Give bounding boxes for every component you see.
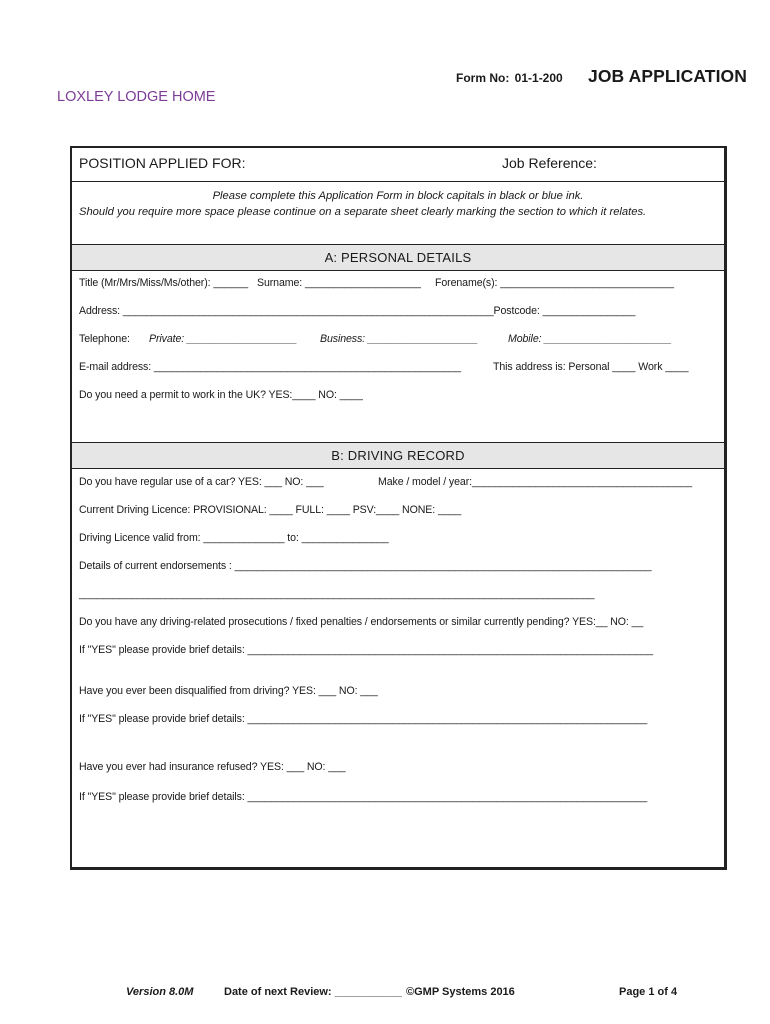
instruction-line-2: Should you require more space please continue on a separate sheet clearly marking the section to which it relates. bbox=[79, 206, 647, 218]
prosecutions-field[interactable]: Do you have any driving-related prosecutions / fixed penalties / endorsements or similar currently pending? YES:__ NO: __ bbox=[79, 616, 644, 628]
form-number bbox=[456, 71, 563, 85]
endorsements-field[interactable]: Details of current endorsements : ________________________________________________________________________ bbox=[79, 560, 652, 572]
address-field[interactable]: Address: ________________________________________________________________Postcode: ________________ bbox=[79, 305, 636, 317]
disqualified-details-field[interactable]: If "YES" please provide brief details: _____________________________________________________________________ bbox=[79, 713, 648, 725]
section-a-heading: A: PERSONAL DETAILS bbox=[72, 244, 724, 271]
section-b-heading: B: DRIVING RECORD bbox=[72, 442, 724, 469]
application-form-frame bbox=[70, 146, 727, 870]
licence-valid-field[interactable]: Driving Licence valid from: ______________ to: _______________ bbox=[79, 532, 389, 544]
endorsements-line-2[interactable]: _________________________________________________________________________________________ bbox=[79, 588, 595, 600]
work-permit-field[interactable]: Do you need a permit to work in the UK? YES:____ NO: ____ bbox=[79, 389, 363, 401]
email-field[interactable]: E-mail address: _____________________________________________________ bbox=[79, 361, 461, 373]
car-use-field[interactable]: Do you have regular use of a car? YES: ___ NO: ___ bbox=[79, 476, 324, 488]
car-make-field[interactable]: Make / model / year:______________________________________ bbox=[378, 476, 693, 488]
form-number-label: Form No: bbox=[456, 71, 510, 85]
position-applied-field[interactable]: POSITION APPLIED FOR: bbox=[79, 155, 246, 171]
form-number-value: 01-1-200 bbox=[514, 71, 563, 85]
page-number: Page 1 of 4 bbox=[619, 986, 678, 998]
forename-field[interactable]: Forename(s): ______________________________ bbox=[435, 277, 674, 289]
copyright-label: ©GMP Systems 2016 bbox=[406, 986, 515, 998]
telephone-label: Telephone: bbox=[79, 333, 130, 345]
version-label: Version 8.0M bbox=[126, 986, 194, 998]
mobile-phone-field[interactable]: Mobile: ______________________ bbox=[508, 333, 672, 345]
organisation-name: LOXLEY LODGE HOME bbox=[57, 89, 216, 105]
private-phone-field[interactable]: Private: ___________________ bbox=[149, 333, 298, 345]
prosecutions-details-field[interactable]: If "YES" please provide brief details: ______________________________________________________________________ bbox=[79, 644, 653, 656]
divider bbox=[72, 181, 724, 182]
insurance-refused-field[interactable]: Have you ever had insurance refused? YES: ___ NO: ___ bbox=[79, 761, 346, 773]
disqualified-field[interactable]: Have you ever been disqualified from driving? YES: ___ NO: ___ bbox=[79, 685, 378, 697]
insurance-details-field[interactable]: If "YES" please provide brief details: _____________________________________________________________________ bbox=[79, 791, 648, 803]
instruction-line-1: Please complete this Application Form in block capitals in black or blue ink. bbox=[212, 190, 584, 202]
title-field[interactable]: Title (Mr/Mrs/Miss/Ms/other): ______ bbox=[79, 277, 249, 289]
business-phone-field[interactable]: Business: ___________________ bbox=[320, 333, 478, 345]
job-reference-field[interactable]: Job Reference: bbox=[502, 155, 597, 171]
licence-type-field[interactable]: Current Driving Licence: PROVISIONAL: ____ FULL: ____ PSV:____ NONE: ____ bbox=[79, 504, 462, 516]
surname-field[interactable]: Surname: ____________________ bbox=[257, 277, 421, 289]
address-type-field[interactable]: This address is: Personal ____ Work ____ bbox=[493, 361, 689, 373]
review-date-field[interactable]: Date of next Review: ___________ bbox=[224, 986, 402, 998]
document-title: JOB APPLICATION bbox=[588, 66, 748, 86]
